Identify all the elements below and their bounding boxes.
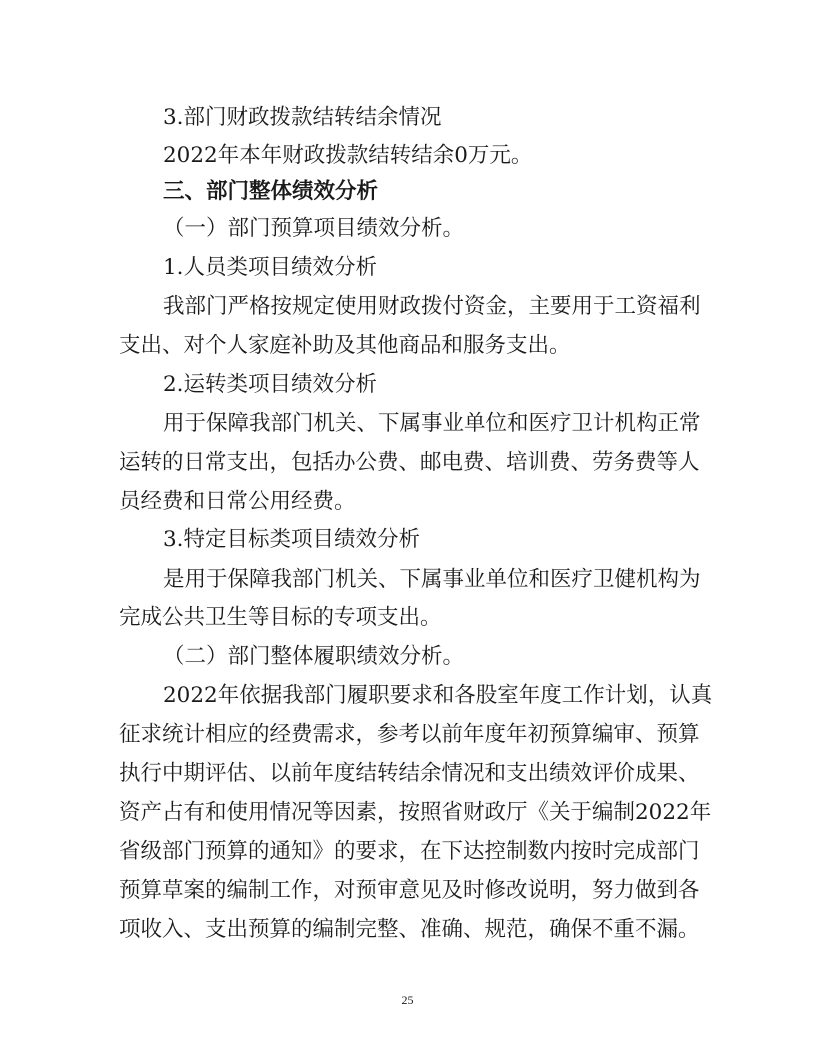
paragraph-line: 资产占有和使用情况等因素，按照省财政厅《关于编制2022年 bbox=[119, 800, 712, 825]
paragraph-line: 是用于保障我部门机关、下属事业单位和医疗卫健机构为 bbox=[163, 567, 701, 592]
paragraph-line: 员经费和日常公用经费。 bbox=[119, 489, 356, 514]
paragraph-line: 支出、对个人家庭补助及其他商品和服务支出。 bbox=[119, 333, 571, 358]
subsection-heading-carryover: 3.部门财政拨款结转结余情况 bbox=[163, 105, 442, 130]
subsection-heading-overall-duties: （二）部门整体履职绩效分析。 bbox=[163, 644, 465, 669]
item-heading-personnel: 1.人员类项目绩效分析 bbox=[163, 255, 378, 280]
subsection-heading-project-performance: （一）部门预算项目绩效分析。 bbox=[163, 216, 465, 241]
paragraph-line: 我部门严格按规定使用财政拨付资金，主要用于工资福利 bbox=[163, 294, 701, 319]
paragraph-line: 执行中期评估、以前年度结转结余情况和支出绩效评价成果、 bbox=[119, 761, 700, 786]
paragraph-line: 运转的日常支出，包括办公费、邮电费、培训费、劳务费等人 bbox=[119, 450, 700, 475]
paragraph-line: 省级部门预算的通知》的要求，在下达控制数内按时完成部门 bbox=[119, 839, 700, 864]
paragraph-line: 2022年本年财政拨款结转结余0万元。 bbox=[163, 143, 533, 168]
paragraph-line: 用于保障我部门机关、下属事业单位和医疗卫计机构正常 bbox=[163, 411, 701, 436]
paragraph-line: 完成公共卫生等目标的专项支出。 bbox=[119, 605, 442, 630]
paragraph-line: 2022年依据我部门履职要求和各股室年度工作计划，认真 bbox=[163, 683, 713, 708]
section-heading-performance: 三、部门整体绩效分析 bbox=[163, 179, 379, 204]
item-heading-specific-targets: 3.特定目标类项目绩效分析 bbox=[163, 527, 421, 552]
page-number: 25 bbox=[401, 993, 414, 1007]
paragraph-line: 预算草案的编制工作，对预审意见及时修改说明，努力做到各 bbox=[119, 878, 700, 903]
item-heading-operations: 2.运转类项目绩效分析 bbox=[163, 372, 378, 397]
paragraph-line: 征求统计相应的经费需求，参考以前年度年初预算编审、预算 bbox=[119, 722, 700, 747]
paragraph-line: 项收入、支出预算的编制完整、准确、规范，确保不重不漏。 bbox=[119, 917, 700, 942]
